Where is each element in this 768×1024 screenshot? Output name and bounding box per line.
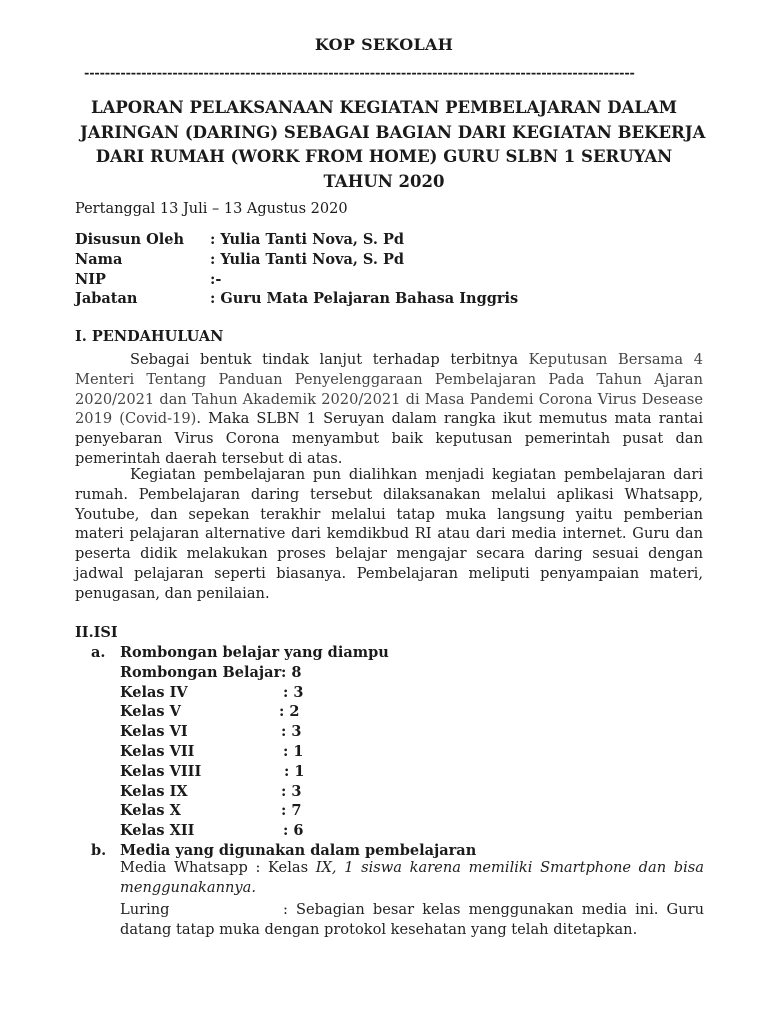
meta-row [75,250,518,270]
class-row [75,801,705,821]
text: Media Whatsapp : Kelas [120,859,316,876]
list-heading: Media yang digunakan dalam pembelajaran [120,841,477,859]
class-label: Kelas VII [120,742,195,760]
class-row [75,821,705,841]
class-row [75,782,705,802]
text: Sebagai bentuk tindak lanjut terhadap terbitnya [130,351,529,368]
text: . Maka SLBN 1 Seruyan dalam rangka ikut memutus mata rantai [196,410,704,428]
text-line [120,900,704,920]
title-line: DARI RUMAH (WORK FROM HOME) GURU SLBN 1 SERUYAN [95,147,673,166]
title-line: LAPORAN PELAKSANAAN KEGIATAN PEMBELAJARAN DALAM [90,98,678,117]
class-list [75,643,705,861]
meta-row [75,270,518,290]
highlighted-text: Keputusan Bersama 4 [528,351,703,368]
text-line: penyebaran Virus Corona menyambut baik keputusan pemerintah pusat dan [75,430,703,448]
highlighted-text: Menteri Tentang Panduan Penyelenggaraan Pembelajaran Pada Tahun Ajaran [75,370,703,388]
meta-value: : Yulia Tanti Nova, S. Pd [210,231,405,248]
text: : Sebagian besar kelas menggunakan media ini. Guru [283,901,704,918]
text-line: Kegiatan pembelajaran pun dialihkan menjadi kegiatan pembelajaran dari [130,466,703,483]
paragraph-1 [75,350,703,469]
meta-row [75,230,518,250]
class-row [75,762,705,782]
text: IX, 1 siswa karena memiliki Smartphone dan bisa [315,859,704,876]
class-row [75,722,705,742]
text: Luring [120,901,170,918]
class-label: Kelas IX [120,782,188,800]
meta-row [75,289,518,309]
class-label: Rombongan Belajar [120,663,282,681]
meta-value: : Yulia Tanti Nova, S. Pd [210,250,405,268]
class-label: Kelas VI [120,723,188,741]
text-line [75,350,703,370]
list-item [75,643,705,663]
report-title [80,96,706,194]
class-label: Kelas X [120,802,181,820]
school-letterhead: KOP SEKOLAH [314,35,454,54]
text-line [120,858,704,878]
highlighted-text: 2019 (Covid-19) [75,410,197,428]
text-line: materi pelajaran alternative dari kemdikbud RI atau dari media internet. Guru dan [75,525,703,543]
class-value: : 8 [281,663,302,681]
meta-label: Jabatan [75,290,138,308]
class-label: Kelas IV [120,683,188,701]
class-value: : 3 [281,723,302,741]
section-heading-pendahuluan: I. PENDAHULUAN [75,328,224,345]
paragraph-2 [75,465,703,604]
class-row [75,702,705,722]
class-value: : 3 [281,782,302,800]
author-info [75,230,518,309]
class-row [75,663,705,683]
class-label: Kelas XII [120,822,195,840]
text-line: menggunakannya. [120,878,256,896]
luring-description [120,900,704,940]
list-marker: b. [91,841,107,859]
report-period: Pertanggal 13 Juli – 13 Agustus 2020 [75,201,348,217]
meta-value: : Guru Mata Pelajaran Bahasa Inggris [210,290,519,308]
class-label: Kelas V [120,703,181,721]
class-value: : 2 [279,703,300,721]
meta-value: :- [210,270,222,288]
text-line: penugasan, dan penilaian. [75,584,270,602]
text-line: pemerintah daerah tersebut di atas. [75,449,343,467]
title-line: TAHUN 2020 [323,171,445,191]
text-line: Youtube, dan sepekan terakhir melalui tatap muka langsung yaitu pemberian [75,505,703,523]
class-label: Kelas VIII [120,762,202,780]
section-heading-isi: II.ISI [75,624,118,641]
class-value: : 7 [281,802,302,820]
text-line [75,409,703,429]
class-value: : 1 [284,762,305,780]
title-line: JARINGAN (DARING) SEBAGAI BAGIAN DARI KEGIATAN BEKERJA [80,122,706,142]
class-value: : 1 [283,742,304,760]
text-line: jadwal pelajaran seperti biasanya. Pembelajaran meliputi penyampaian materi, [75,564,703,582]
meta-label: Nama [75,250,123,268]
highlighted-text: 2020/2021 dan Tahun Akademik 2020/2021 di Masa Pandemi Corona Virus Desease [75,390,703,408]
text-line: rumah. Pembelajaran daring tersebut dilaksanakan melalui aplikasi Whatsapp, [75,485,703,503]
text-line: peserta didik melakukan proses belajar mengajar secara daring sesuai dengan [75,545,703,563]
list-marker: a. [91,644,106,661]
text-line: datang tatap muka dengan protokol kesehatan yang telah ditetapkan. [120,920,638,938]
class-row [75,683,705,703]
meta-label: NIP [75,270,106,288]
meta-label: Disusun Oleh [75,231,184,248]
class-value: : 3 [283,683,304,701]
list-heading: Rombongan belajar yang diampu [120,644,389,661]
class-value: : 6 [283,822,304,840]
separator-line: ---------------------------------------------------------------------------------------------------------- [84,66,635,81]
media-description [120,858,704,898]
class-row [75,742,705,762]
